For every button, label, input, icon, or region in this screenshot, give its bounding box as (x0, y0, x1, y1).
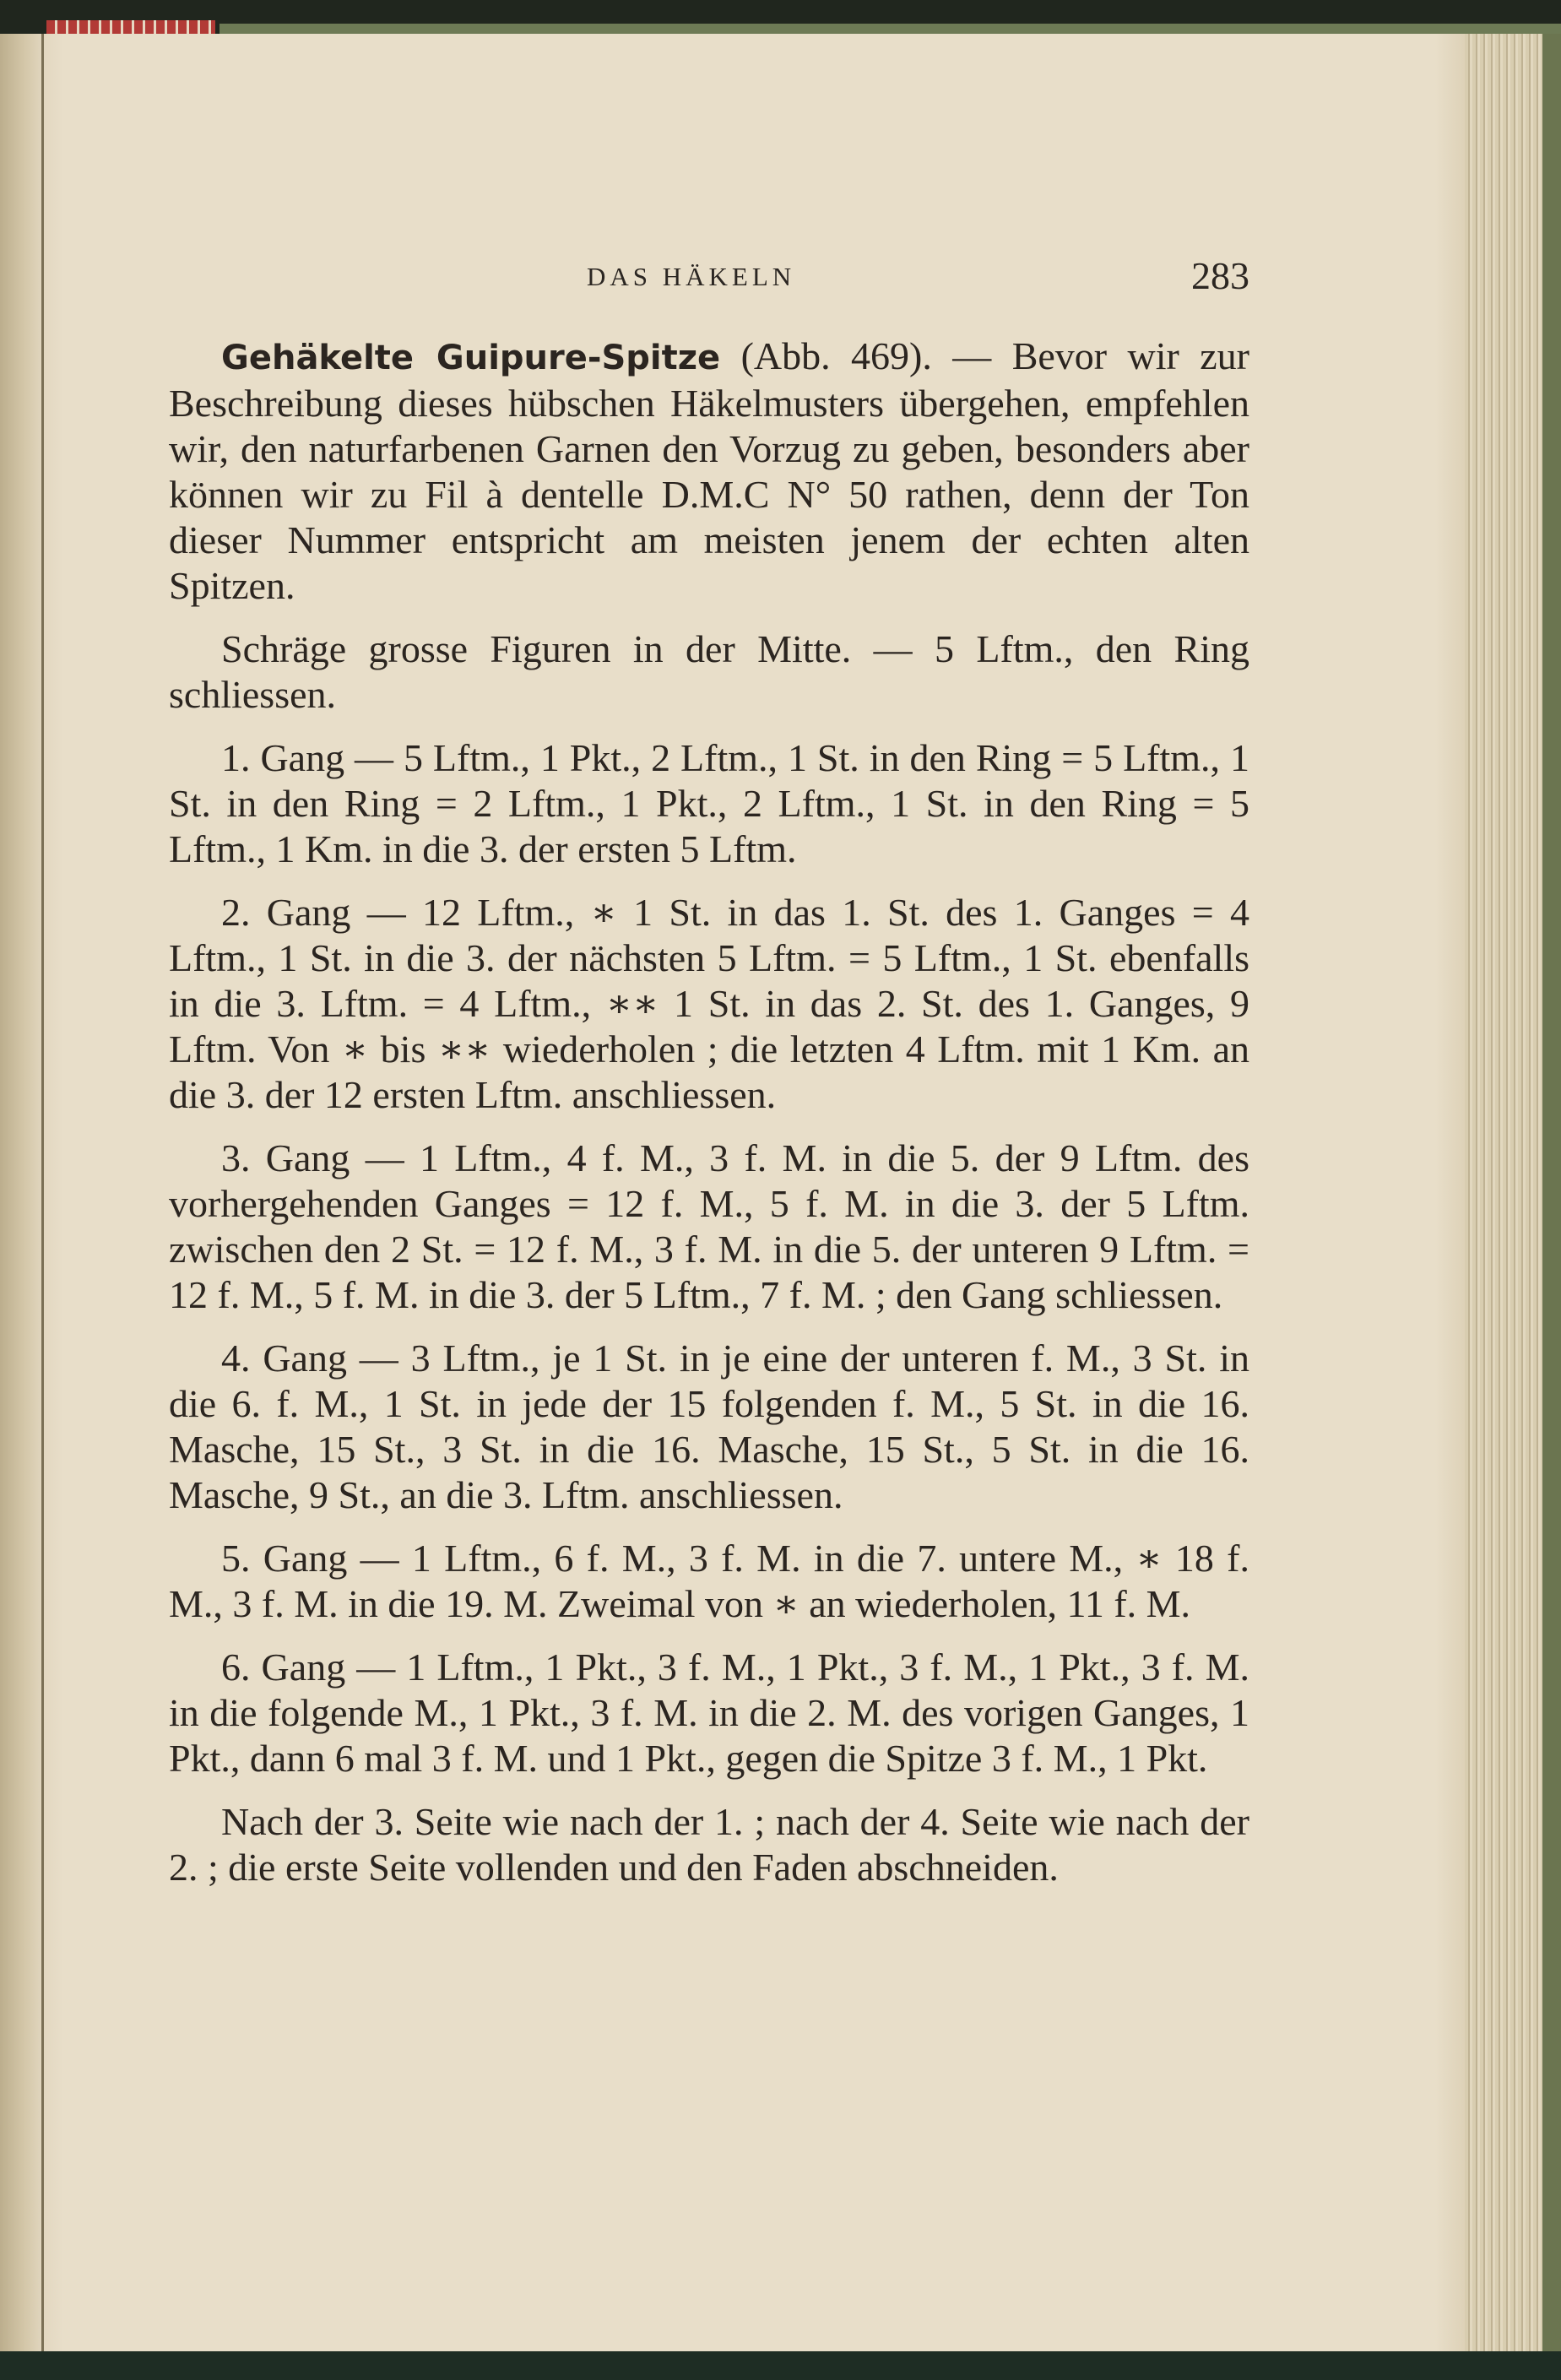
paragraph-round-1: 1. Gang — 5 Lftm., 1 Pkt., 2 Lftm., 1 St. in den Ring = 5 Lftm., 1 St. in den Ring = 2 Lftm., 1 Pkt., 2 Lftm., 1 St. in den Ring = 5 Lftm., 1 Km. in die 3. der ersten 5 Lftm. (169, 736, 1249, 870)
paragraph-round-2: 2. Gang — 12 Lftm., ∗ 1 St. in das 1. St. des 1. Ganges = 4 Lftm., 1 St. in die 3. der nächsten 5 Lftm. = 5 Lftm., 1 St. ebenfalls in die 3. Lftm. = 4 Lftm., ∗∗ 1 St. in das 2. St. des 1. Ganges, 9 Lftm. Von ∗ bis ∗∗ wiederholen ; die letzten 4 Lftm. mit 1 Km. an die 3. der 12 ersten Lftm. anschliessen. (169, 891, 1249, 1116)
book-bottom-edge (0, 2351, 1561, 2380)
section-heading: Gehäkelte Guipure-Spitze (221, 339, 721, 377)
book-gutter (0, 34, 44, 2351)
paragraph-round-6: 6. Gang — 1 Lftm., 1 Pkt., 3 f. M., 1 Pkt., 3 f. M., 1 Pkt., 3 f. M. in die folgende M., 1 Pkt., 3 f. M. in die 2. M. des vorigen Ganges, 1 Pkt., dann 6 mal 3 f. M. und 1 Pkt., gegen die Spitze 3 f. M., 1 Pkt. (169, 1645, 1249, 1780)
running-head (169, 253, 1249, 304)
body-text (169, 333, 1249, 1908)
paragraph-round-5: 5. Gang — 1 Lftm., 6 f. M., 3 f. M. in die 7. untere M., ∗ 18 f. M., 3 f. M. in die 19. M. Zweimal von ∗ an wiederholen, 11 f. M. (169, 1537, 1249, 1625)
intro-paragraph (169, 333, 1249, 609)
paragraph-round-4: 4. Gang — 3 Lftm., je 1 St. in je eine der unteren f. M., 3 St. in die 6. f. M., 1 St. in jede der 15 folgenden f. M., 5 St. in die 16. Masche, 15 St., 3 St. in die 16. Masche, 15 St., 5 St. in die 16. Masche, 9 St., an die 3. Lftm. anschliessen. (169, 1336, 1249, 1516)
intro-text: (Abb. 469). — Bevor wir zur Beschreibung dieses hübschen Häkelmusters übergehen, empfehlen wir, den naturfarbenen Garnen den Vorzug zu geben, besonders aber können wir zu Fil à dentelle D.M.C N° 50 rathen, denn der Ton dieser Nummer entspricht am meisten jenem der echten alten Spitzen. (169, 334, 1250, 607)
page-stack-edge (1465, 34, 1561, 2351)
page-number: 283 (1191, 254, 1249, 297)
paragraph-figures: Schräge grosse Figuren in der Mitte. — 5 Lftm., den Ring schliessen. (169, 627, 1249, 716)
headband-ribbon (46, 20, 215, 34)
cover-board (1542, 34, 1561, 2351)
book-top-edge (0, 0, 1561, 34)
paragraph-finish: Nach der 3. Seite wie nach der 1. ; nach der 4. Seite wie nach der 2. ; die erste Seite vollenden und den Faden abschneiden. (169, 1800, 1249, 1889)
cover-edge (220, 24, 1561, 34)
running-title: DAS HÄKELN (587, 262, 796, 291)
paragraph-round-3: 3. Gang — 1 Lftm., 4 f. M., 3 f. M. in die 5. der 9 Lftm. des vorhergehenden Ganges = 12 f. M., 5 f. M. in die 3. der 5 Lftm. zwischen den 2 St. = 12 f. M., 3 f. M. in die 5. der unteren 9 Lftm. = 12 f. M., 5 f. M. in die 3. der 5 Lftm., 7 f. M. ; den Gang schliessen. (169, 1136, 1249, 1316)
